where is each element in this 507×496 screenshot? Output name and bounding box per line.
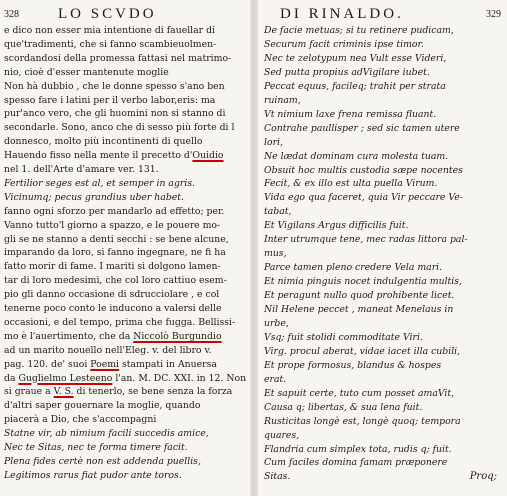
text-line: mus, [264, 248, 287, 260]
text-line: nel 1. dell'Arte d'amare ver. 131. [4, 164, 159, 175]
text-line: fanno ogni sforzo per mandarlo ad effetto; per. [4, 205, 225, 217]
right-page-text [258, 24, 507, 496]
red-underline-annotation: Ouidio [192, 150, 224, 162]
red-underline-annotation: Guglielmo Lesteeno [18, 372, 113, 384]
text-line: Et sapuit certe, tuto cum posset amaVit, [264, 387, 455, 399]
text-line: da Guglielmo Lesteeno l'an. M. DC. XXI. in 12. Non [4, 372, 247, 384]
right-page [258, 0, 507, 496]
text-line: Vanno tutto'l giorno a spazzo, e le pouere mo- [4, 219, 221, 231]
text-line: Plena fides certè non est addenda puellis, [4, 455, 201, 467]
text-line: nio, cioè d'esser mantenute moglie [4, 66, 169, 78]
text-line: quares, [264, 429, 300, 441]
text-line: Fertilior seges est al, et semper in agris. [4, 177, 196, 189]
text-line: Hauendo fisso nella mente il precetto d'Ouidio [4, 150, 224, 162]
text-line: Vida ego qua faceret, quia Vir peccare Ve- [264, 192, 463, 204]
text-line: pur'anco vero, che gli huomini non si stanno di [4, 108, 226, 120]
text-line: que'tradimenti, che si fanno scambieuolmen- [4, 38, 217, 50]
text-line: Securum facit criminis ipse timor. [264, 38, 424, 50]
text-line: De facie metuas; si tu retinere pudicam, [264, 25, 454, 36]
text-line: pio gli danno occasione di sdrucciolare , e col [4, 289, 220, 301]
text-line: mo è l'auertimento, che da Niccolò Burgundio [4, 330, 222, 342]
text-line: Virg. procul aberat, vidae iacet illa cubili, [264, 345, 461, 357]
text-line: spesso fare i latini per il verbo labor,eris: ma [4, 94, 216, 106]
left-page [0, 0, 250, 496]
text-line: Rusticitas longè est, longè quoq; tempora [264, 415, 461, 427]
text-line: Vicinumq; pecus grandius uber habet. [4, 191, 184, 203]
text-line: erat. [264, 373, 287, 385]
text-line: scordandosi della promessa fattasi nel matrimo- [4, 52, 232, 64]
text-line: Obsuit hoc multis custodia sæpe nocentes [264, 164, 463, 176]
text-line: Vt nimium laxe frena remissa fluant. [264, 108, 437, 120]
text-line: Sed putta propius adVigilare iubet. [264, 66, 430, 78]
text-line: imparando da loro, si fanno ingegnare, ne fi ha [4, 247, 226, 259]
text-line: Cum faciles domina famam præponere [264, 457, 448, 469]
text-line: urbe, [264, 317, 289, 329]
text-line: donnesco, molto più incontinenti di quello [4, 136, 203, 148]
text-line: Contrahe paullisper ; sed sic tamen utere [264, 122, 460, 134]
left-page-text [0, 24, 250, 496]
text-line: Legitimos rarus fiat pudor ante toros. [4, 469, 182, 481]
catchword: Proq; [469, 471, 497, 482]
text-line: Et prope formosus, blandus & hospes [264, 359, 442, 371]
book-gutter [250, 0, 258, 496]
text-line: Nec te zelotypum nea Vult esse Videri, [264, 52, 447, 64]
text-line: Sitas. [264, 471, 291, 483]
right-running-head: DI RINALDO. [280, 6, 404, 22]
text-line: ad un marito nouello nell'Eleg. v. del libro v. [4, 344, 212, 356]
left-page-header [0, 6, 250, 24]
red-underline-annotation: Poemi [90, 358, 120, 370]
text-line: d'altri saper gouernare la moglie, quando [4, 400, 201, 412]
text-line: lori, [264, 136, 283, 148]
text-line: Et Vigilans Argus difficilis fuit. [264, 220, 409, 232]
text-line: Nec te Sitas, nec te forma timere facit. [4, 442, 188, 453]
text-line: Et peragunt nullo quod prohibente licet. [264, 290, 455, 302]
text-line: Ne lædat dominam cura molesta tuam. [264, 150, 449, 162]
red-underline-annotation: V. S. [53, 386, 74, 398]
text-line: Peccat equus, facileq; trahit per strata [264, 80, 446, 92]
text-line: Nil Helene peccet , maneat Menelaus in [264, 304, 454, 315]
text-line: tar di loro medesimi, che col loro cattiuo esem- [4, 275, 227, 287]
text-line: si graue a V. S. di tenerlo, se bene senza la forza [4, 386, 233, 398]
text-line: Statne vir, ab nimium facili succedis amice, [4, 428, 209, 440]
text-line: piacerà a Dio, che s'accompagni [4, 414, 157, 426]
text-line: Vsq; fuit stolidi commoditate Viri. [264, 331, 423, 343]
text-line: occasioni, e del tempo, prima che fugga. Bellissi- [4, 316, 236, 328]
text-line: fatto morir di fame. I mariti si dolgono lamen- [4, 261, 221, 273]
text-line: pag. 120. de' suoi Poemi stampati in Anuersa [4, 358, 217, 370]
text-line: Fecit, & ex illo est ulta puella Virum. [264, 178, 438, 190]
text-line: tabat, [264, 206, 292, 218]
text-line: Causa q; libertas, & sua lena fuit. [264, 401, 423, 413]
left-running-head: LO SCVDO [58, 6, 157, 22]
text-line: ruinam, [264, 94, 301, 106]
text-line: Non hà dubbio , che le donne spesso s'ano ben [4, 80, 225, 92]
text-line: tenerne poco conto le inducono a valersi delle [4, 303, 222, 314]
left-page-number: 328 [4, 9, 19, 20]
red-underline-annotation: Niccolò Burgundio [133, 330, 222, 342]
text-line: Parce tamen pleno credere Vela mari. [264, 262, 443, 274]
text-line: Flandria cum simplex tota, rudis q; fuit. [264, 443, 452, 455]
text-line: Et nimia pinguis nocet indulgentia multis, [264, 276, 462, 288]
text-line: e dico non esser mia intentione di fauellar di [4, 25, 216, 36]
right-page-header [258, 6, 507, 24]
text-line: Inter utrumque tene, mec radas littora pal- [264, 234, 468, 246]
right-page-number: 329 [486, 9, 501, 20]
text-line: secondarle. Sono, anco che di sesso più forte di l [4, 122, 235, 134]
text-line: gli se ne stanno a denti secchi : se bene alcune, [4, 233, 229, 245]
